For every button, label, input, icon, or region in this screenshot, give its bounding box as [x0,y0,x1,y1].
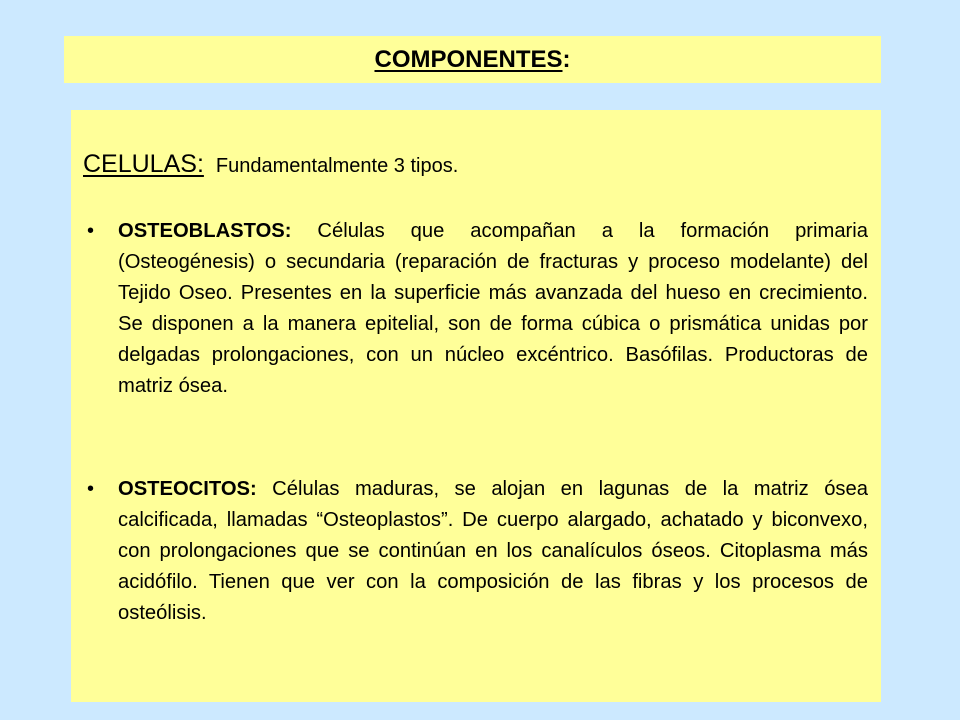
bullet-item-osteocitos [83,474,868,629]
bullet-marker: • [87,478,95,500]
slide-title-colon: : [562,45,571,73]
bullet-item-osteoblastos [83,216,868,402]
bullet-term: OSTEOBLASTOS: [118,220,292,242]
bullet-description: Células maduras, se alojan en lagunas de la matriz ósea calcificada, llamadas “Osteoplastos”. De cuerpo alargado, achatado y biconvexo, con prolongaciones que se continúan en los canalículos óseos. Citoplasma más acidófilo. Tienen que ver con la composición de las fibras y los procesos de osteólisis. [118,478,868,624]
bullet-description: Células que acompañan a la formación primaria (Osteogénesis) o secundaria (reparación de fracturas y proceso modelante) del Tejido Oseo. Presentes en la superficie más avanzada del hueso en crecimiento. Se disponen a la manera epitelial, son de forma cúbica o prismática unidas por delgadas prolongaciones, con un núcleo excéntrico. Basófilas. Productoras de matriz ósea. [118,220,868,397]
section-heading [83,150,458,179]
title-banner [64,36,881,83]
bullet-paragraph [118,216,868,402]
bullet-term: OSTEOCITOS: [118,478,257,500]
section-heading-label: CELULAS: [83,150,204,178]
bullet-marker: • [87,220,95,242]
section-heading-description: Fundamentalmente 3 tipos. [215,155,459,177]
bullet-paragraph [118,474,868,629]
content-panel [71,110,881,702]
slide-title: COMPONENTES [374,45,563,73]
